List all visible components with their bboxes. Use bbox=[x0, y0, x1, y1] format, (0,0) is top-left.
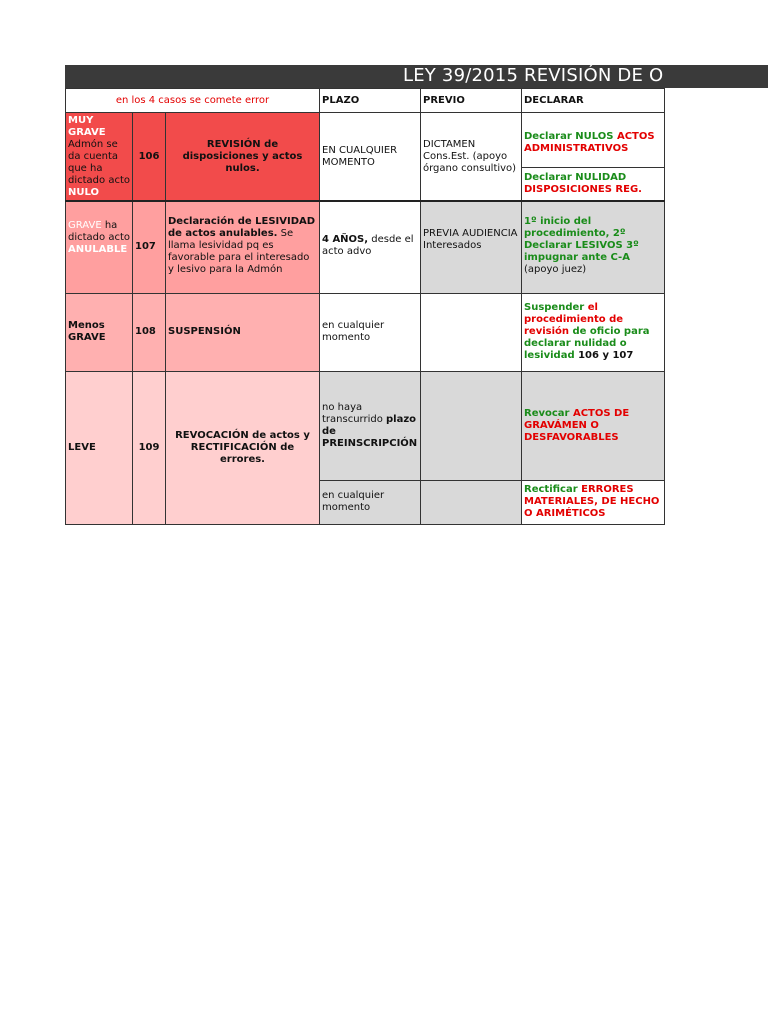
plazo-cell: en cualquier momento bbox=[320, 293, 421, 371]
plazo-detail: plazo de PREINSCRIPCIÓN bbox=[322, 413, 418, 449]
article-cell: 106 bbox=[133, 113, 166, 202]
declarar-object: ACTOS DE GRAVÁMEN O DESFAVORABLES bbox=[524, 407, 630, 443]
table-row bbox=[66, 201, 665, 293]
gravity-label: GRAVE bbox=[68, 220, 102, 231]
header-declarar: DECLARAR bbox=[522, 89, 665, 113]
header-plazo: PLAZO bbox=[320, 89, 421, 113]
table-row bbox=[66, 371, 665, 480]
plazo-cell bbox=[320, 201, 421, 293]
description-main: Declaración de LESIVIDAD de actos anulables. bbox=[168, 216, 316, 239]
header-previo: PREVIO bbox=[421, 89, 522, 113]
gravity-type: NULO bbox=[68, 187, 100, 198]
description-detail: Se llama lesividad pq es favorable para el interesado y lesivo para la Admón bbox=[168, 228, 310, 275]
gravity-desc: ha dictado acto bbox=[68, 220, 130, 243]
table-row bbox=[66, 293, 665, 371]
declarar-cell bbox=[522, 167, 665, 201]
revision-table bbox=[65, 88, 665, 525]
gravity-label: MUY GRAVE bbox=[68, 115, 106, 138]
previo-detail: Cons.Est. (apoyo órgano consultivo) bbox=[423, 150, 517, 174]
plazo-cell bbox=[320, 371, 421, 480]
page-title: LEY 39/2015 REVISIÓN DE O bbox=[403, 65, 664, 86]
plazo-main: no haya transcurrido bbox=[322, 401, 387, 425]
description-cell bbox=[166, 201, 320, 293]
declarar-cell bbox=[522, 113, 665, 168]
declarar-verb: Revocar bbox=[524, 407, 573, 419]
gravity-cell: LEVE bbox=[66, 371, 133, 524]
gravity-cell: Menos GRAVE bbox=[66, 293, 133, 371]
declarar-verb: Declarar NULIDAD bbox=[524, 171, 627, 183]
declarar-verb: Declarar NULOS bbox=[524, 131, 617, 143]
article-cell: 108 bbox=[133, 293, 166, 371]
previo-cell bbox=[421, 293, 522, 371]
plazo-cell: en cualquier momento bbox=[320, 480, 421, 524]
gravity-type: ANULABLE bbox=[68, 244, 128, 255]
plazo-detail: desde el acto advo bbox=[322, 234, 414, 257]
header-row bbox=[66, 89, 665, 113]
declarar-object: el procedimiento de revisión bbox=[524, 302, 624, 337]
table-row bbox=[66, 113, 665, 168]
declarar-object: DISPOSICIONES REG. bbox=[524, 183, 642, 195]
previo-cell: PREVIA AUDIENCIA Interesados bbox=[421, 201, 522, 293]
previo-cell bbox=[421, 371, 522, 480]
plazo-cell: EN CUALQUIER MOMENTO bbox=[320, 113, 421, 202]
declarar-object: ACTOS ADMINISTRATIVOS bbox=[524, 131, 655, 155]
declarar-cell bbox=[522, 201, 665, 293]
declarar-cell bbox=[522, 293, 665, 371]
title-bar bbox=[65, 65, 768, 88]
description-cell: REVOCACIÓN de actos y RECTIFICACIÓN de errores. bbox=[166, 371, 320, 524]
declarar-cell bbox=[522, 371, 665, 480]
previo-cell bbox=[421, 480, 522, 524]
description-cell: REVISIÓN de disposiciones y actos nulos. bbox=[166, 113, 320, 202]
declarar-object: ERRORES MATERIALES, DE HECHO O ARIMÉTICOS bbox=[524, 484, 660, 519]
declarar-verb: Rectificar bbox=[524, 484, 582, 495]
article-cell: 107 bbox=[133, 201, 166, 293]
gravity-cell bbox=[66, 113, 133, 202]
declarar-steps: 1º inicio del procedimiento, 2º Declarar LESIVOS 3º impugnar ante C-A bbox=[524, 216, 639, 263]
plazo-main: 4 AÑOS, bbox=[322, 234, 369, 245]
declarar-detail: de oficio para declarar nulidad o lesividad bbox=[524, 326, 650, 361]
declarar-verb: Suspender bbox=[524, 302, 588, 313]
gravity-cell bbox=[66, 201, 133, 293]
declarar-cell bbox=[522, 480, 665, 524]
previo-cell bbox=[421, 113, 522, 202]
header-note: en los 4 casos se comete error bbox=[66, 89, 320, 113]
declarar-articles: 106 y 107 bbox=[578, 350, 634, 361]
article-cell: 109 bbox=[133, 371, 166, 524]
previo-main: DICTAMEN bbox=[423, 138, 476, 150]
declarar-note: (apoyo juez) bbox=[524, 264, 587, 275]
description-cell: SUSPENSIÓN bbox=[166, 293, 320, 371]
gravity-desc: Admón se da cuenta que ha dictado acto bbox=[68, 139, 130, 186]
